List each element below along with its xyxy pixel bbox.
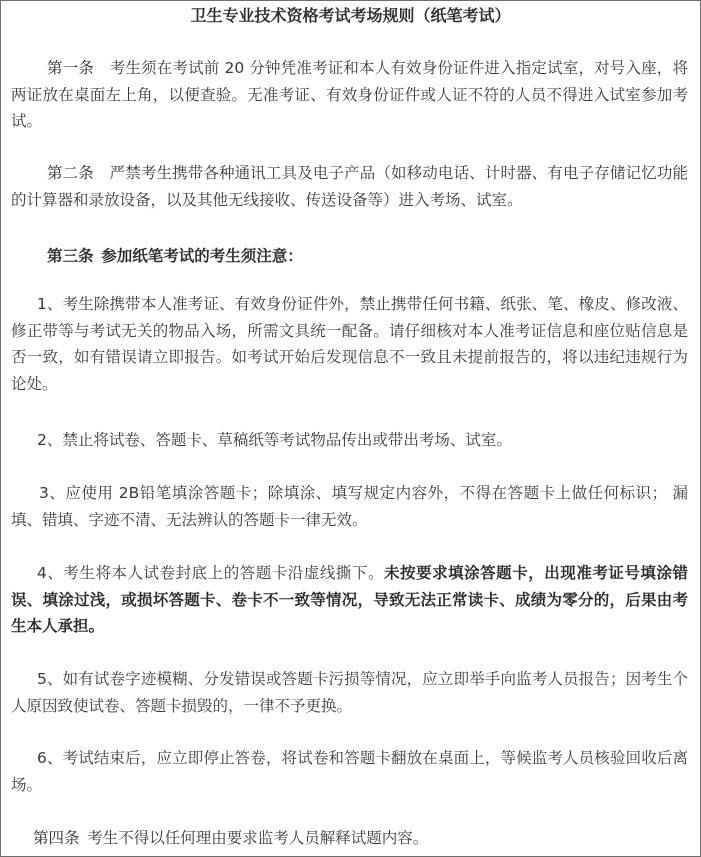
- article-4-label: 第四条: [33, 829, 80, 847]
- item-6: 6、考试结束后，应立即停止答卷，将试卷和答题卡翻放在桌面上，等候监考人员核验回收后离场。: [11, 749, 688, 794]
- article-1-label: 第一条: [47, 59, 95, 77]
- article-3-text: 参加纸笔考试的考生须注意：: [101, 247, 303, 265]
- item-2: 2、禁止将试卷、答题卡、草稿纸等考试物品传出或带出考场、试室。: [37, 431, 512, 449]
- article-4: [11, 825, 688, 852]
- item-4: [11, 560, 688, 640]
- article-1: [11, 55, 688, 135]
- article-2: [11, 160, 688, 213]
- item-4-text: 4、考生将本人试卷封底上的答题卡沿虚线撕下。: [37, 564, 384, 582]
- item-3: 3、应使用 2B铅笔填涂答题卡；除填涂、填写规定内容外，不得在答题卡上做任何标识； 漏填、错填、字迹不清、无法辨认的答题卡一律无效。: [11, 484, 688, 529]
- article-3: [11, 243, 688, 270]
- article-4-text: 考生不得以任何理由要求监考人员解释试题内容。: [87, 829, 429, 847]
- article-2-text: 严禁考生携带各种通讯工具及电子产品（如移动电话、计时器、有电子存储记忆功能的计算器和录放设备，以及其他无线接收、传送设备等）进入考场、试室。: [11, 164, 688, 209]
- item-5: 5、如有试卷字迹模糊、分发错误或答题卡污损等情况，应立即举手向监考人员报告；因考生个人原因致使试卷、答题卡损毁的，一律不予更换。: [11, 670, 688, 715]
- document-title: 卫生专业技术资格考试考场规则（纸笔考试）: [190, 6, 511, 25]
- article-3-label: 第三条: [47, 247, 94, 265]
- item-1: 1、考生除携带本人准考证、有效身份证件外，禁止携带任何书籍、纸张、笔、橡皮、修改液、修正带等与考试无关的物品入场，所需文具统一配备。请仔细核对本人准考证信息和座位贴信息是否一致，如有错误请立即报告。如考试开始后发现信息不一致且未提前报告的，将以违纪违规行为论处。: [11, 295, 688, 393]
- item-4-emphasis: 未按要求填涂答题卡，出现准考证号填涂错误、填涂过浅，或损坏答题卡、卷卡不一致等情况，导致无法正常读卡、成绩为零分的，后果由考生本人承担。: [11, 564, 688, 635]
- article-1-text: 考生须在考试前 20 分钟凭准考证和本人有效身份证件进入指定试室，对号入座，将两证放在桌面左上角，以便查验。无准考证、有效身份证件或人证不符的人员不得进入试室参加考试。: [11, 59, 688, 130]
- article-2-label: 第二条: [47, 164, 94, 182]
